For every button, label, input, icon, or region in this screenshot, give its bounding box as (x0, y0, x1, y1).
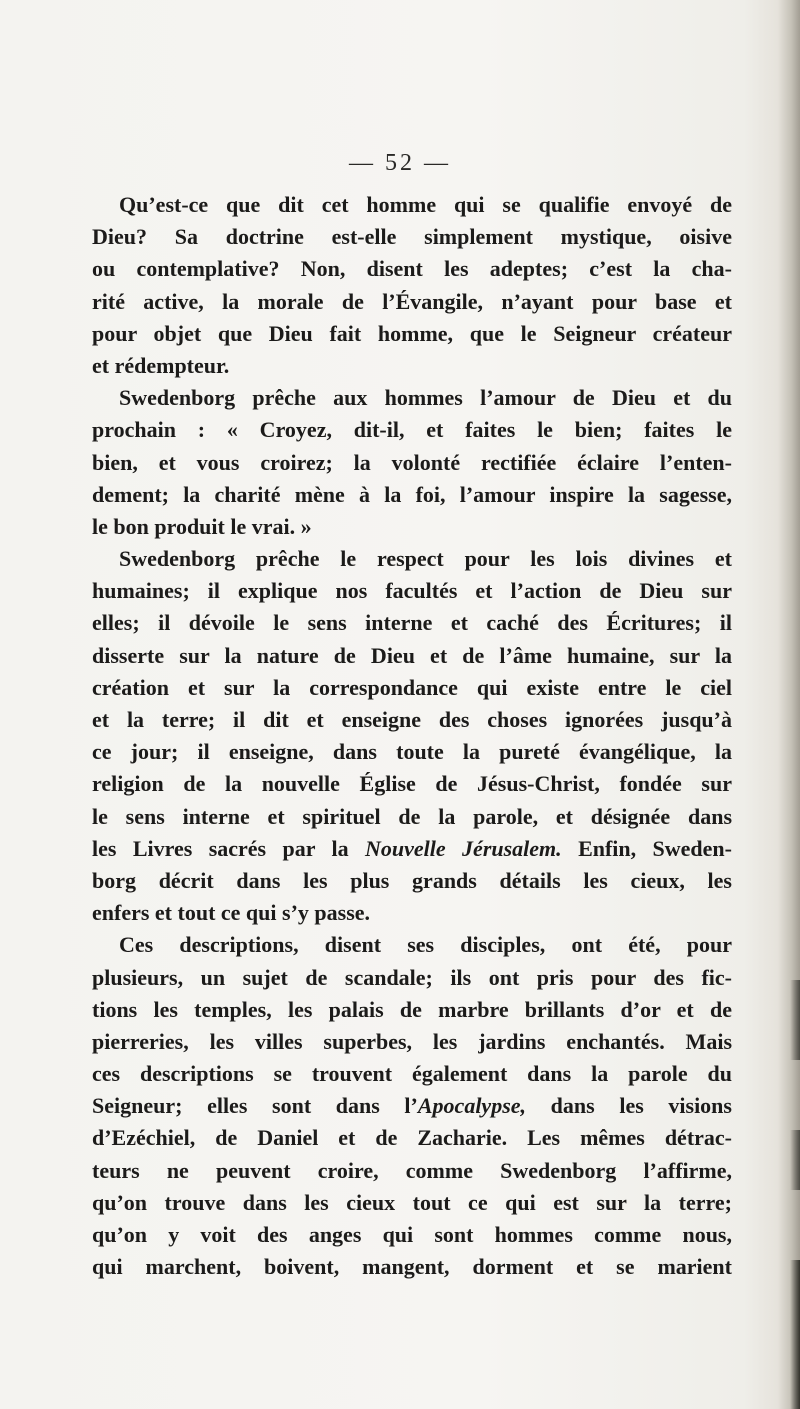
text-line: Dieu? Sa doctrine est-elle simplement mystique, oisive (92, 224, 732, 250)
body-text (92, 189, 732, 1283)
text-line: Ces descriptions, disent ses disciples, ont été, pour (119, 932, 732, 958)
text-line: ces descriptions se trouvent également dans la parole du (92, 1061, 732, 1087)
text-line: ou contemplative? Non, disent les adeptes; c’est la cha- (92, 256, 732, 282)
text-line: disserte sur la nature de Dieu et de l’âme humaine, sur la (92, 642, 732, 668)
text-line: le sens interne et spirituel de la parole, et désignée dans (92, 803, 732, 829)
text-line: rité active, la morale de l’Évangile, n’ayant pour base et (92, 288, 732, 314)
text-line: qu’on y voit des anges qui sont hommes comme nous, (92, 1222, 732, 1247)
text-line: pierreries, les villes superbes, les jardins enchantés. Mais (92, 1028, 732, 1054)
text-line: et rédempteur. (92, 352, 230, 378)
page-number: — 52 — (349, 150, 451, 176)
text-segment: dans les visions (526, 1093, 732, 1119)
text-segment: les Livres sacrés par la (92, 835, 366, 861)
text-line: et la terre; il dit et enseigne des choses ignorées jusqu’à (92, 707, 732, 732)
text-line: dement; la charité mène à la foi, l’amour inspire la sagesse, (92, 481, 732, 507)
italic-title: Nouvelle Jérusalem. (365, 835, 562, 861)
text-line: Qu’est-ce que dit cet homme qui se qualifie envoyé de (119, 192, 732, 217)
page-edge-shadow (778, 0, 800, 1409)
italic-title: Apocalypse, (417, 1093, 527, 1119)
text-line: prochain : « Croyez, dit-il, et faites le bien; faites le (92, 417, 732, 443)
text-line: pour objet que Dieu fait homme, que le Seigneur créateur (92, 320, 732, 346)
page-edge-stain (790, 1130, 800, 1190)
text-line: le bon produit le vrai. » (92, 513, 312, 539)
text-line: tions les temples, les palais de marbre brillants d’or et de (92, 996, 732, 1022)
text-line: Swedenborg prêche le respect pour les lois divines et (119, 546, 732, 572)
text-line: plusieurs, un sujet de scandale; ils ont pris pour des fic- (92, 964, 732, 990)
page-edge-stain (790, 980, 800, 1060)
text-line: teurs ne peuvent croire, comme Swedenborg l’affirme, (92, 1157, 732, 1183)
text-line: borg décrit dans les plus grands détails les cieux, les (92, 867, 732, 893)
text-line (92, 1090, 732, 1122)
text-line: création et sur la correspondance qui existe entre le ciel (92, 674, 732, 700)
text-line: qui marchent, boivent, mangent, dorment et se marient (92, 1254, 732, 1280)
page-edge-stain (790, 1260, 800, 1409)
text-line: elles; il dévoile le sens interne et caché des Écritures; il (92, 610, 732, 636)
text-segment: Enfin, Sweden- (561, 835, 732, 861)
text-line: religion de la nouvelle Église de Jésus-Christ, fondée sur (92, 771, 732, 797)
text-line: bien, et vous croirez; la volonté rectifiée éclaire l’enten- (92, 449, 732, 475)
text-line: enfers et tout ce qui s’y passe. (92, 900, 371, 926)
text-line (92, 833, 732, 865)
text-segment: Seigneur; elles sont dans l’ (92, 1093, 418, 1119)
text-line: humaines; il explique nos facultés et l’action de Dieu sur (92, 578, 732, 604)
text-line: ce jour; il enseigne, dans toute la pureté évangélique, la (92, 739, 732, 765)
text-line: d’Ezéchiel, de Daniel et de Zacharie. Les mêmes détrac- (92, 1125, 732, 1151)
text-line: Swedenborg prêche aux hommes l’amour de Dieu et du (119, 385, 732, 411)
text-line: qu’on trouve dans les cieux tout ce qui est sur la terre; (92, 1189, 732, 1215)
